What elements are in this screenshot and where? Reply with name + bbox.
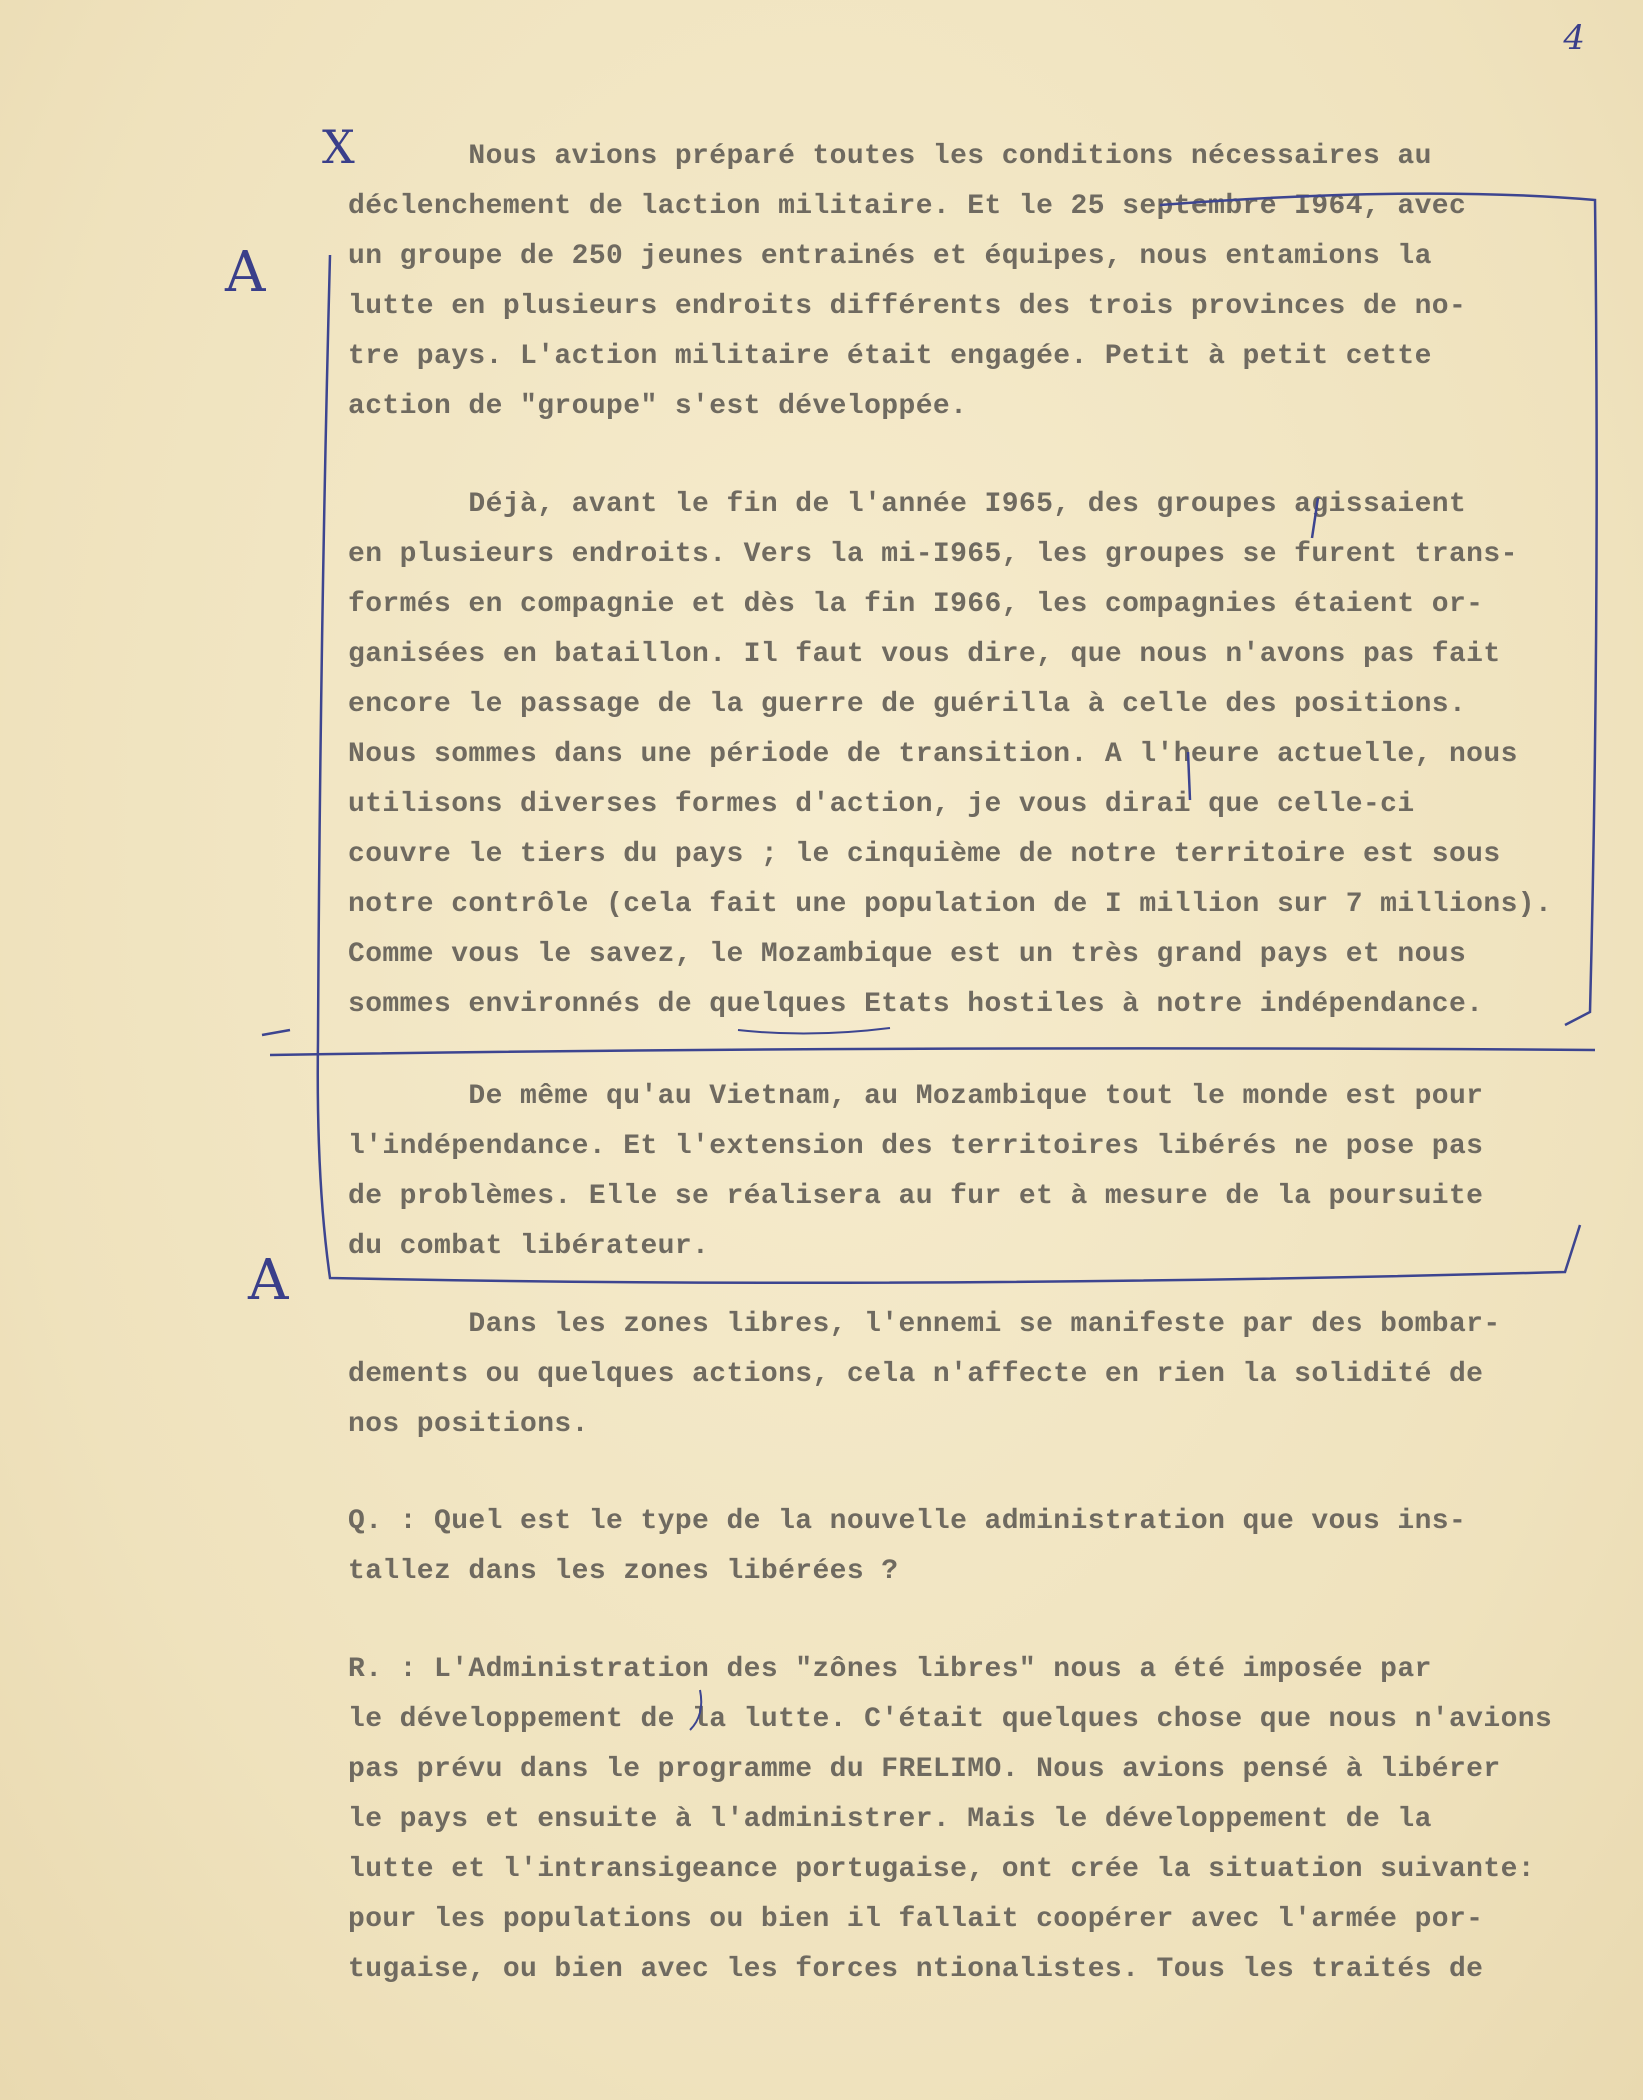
text-line: ganisées en bataillon. Il faut vous dire, que nous n'avons pas fait bbox=[348, 639, 1501, 670]
text-line: en plusieurs endroits. Vers la mi-I965, les groupes se furent trans- bbox=[348, 539, 1518, 570]
text-line: l'indépendance. Et l'extension des territoires libérés ne pose pas bbox=[348, 1131, 1484, 1162]
text-line: pour les populations ou bien il fallait coopérer avec l'armée por- bbox=[348, 1904, 1484, 1935]
text-line: utilisons diverses formes d'action, je vous dirai que celle-ci bbox=[348, 789, 1415, 820]
text-line: nos positions. bbox=[348, 1409, 589, 1440]
margin-mark-a-bottom: A bbox=[248, 1248, 289, 1313]
text-line: De même qu'au Vietnam, au Mozambique tout le monde est pour bbox=[348, 1081, 1484, 1112]
edit-mark-la bbox=[690, 1690, 701, 1730]
text-line: couvre le tiers du pays ; le cinquième de notre territoire est sous bbox=[348, 839, 1501, 870]
horizontal-divider bbox=[270, 1048, 1595, 1055]
text-line: lutte et l'intransigeance portugaise, ont crée la situation suivante: bbox=[348, 1854, 1535, 1885]
text-line: Q. : Quel est le type de la nouvelle administration que vous ins- bbox=[348, 1506, 1467, 1537]
text-line: de problèmes. Elle se réalisera au fur et à mesure de la poursuite bbox=[348, 1181, 1484, 1212]
text-line: notre contrôle (cela fait une population de I million sur 7 millions). bbox=[348, 889, 1553, 920]
margin-mark-x: X bbox=[322, 120, 355, 174]
page-number: 4 bbox=[1563, 18, 1585, 58]
text-line: formés en compagnie et dès la fin I966, les compagnies étaient or- bbox=[348, 589, 1484, 620]
text-line: tugaise, ou bien avec les forces ntionalistes. Tous les traités de bbox=[348, 1954, 1484, 1985]
text-line: dements ou quelques actions, cela n'affecte en rien la solidité de bbox=[348, 1359, 1484, 1390]
text-line: déclenchement de laction militaire. Et le 25 septembre I964, avec bbox=[348, 191, 1467, 222]
underline-quelques bbox=[738, 1028, 890, 1034]
text-line: Dans les zones libres, l'ennemi se manifeste par des bombar- bbox=[348, 1309, 1501, 1340]
text-line: Nous avions préparé toutes les conditions nécessaires au bbox=[348, 141, 1432, 172]
text-line: du combat libérateur. bbox=[348, 1231, 710, 1262]
divider-tick bbox=[262, 1030, 290, 1035]
text-line: sommes environnés de quelques Etats hostiles à notre indépendance. bbox=[348, 989, 1484, 1020]
text-line: Déjà, avant le fin de l'année I965, des groupes agissaient bbox=[348, 489, 1467, 520]
text-line: tre pays. L'action militaire était engagée. Petit à petit cette bbox=[348, 341, 1432, 372]
insertion-mark-heure bbox=[1188, 752, 1190, 800]
text-line: action de "groupe" s'est développée. bbox=[348, 391, 968, 422]
text-line: le pays et ensuite à l'administrer. Mais le développement de la bbox=[348, 1804, 1432, 1835]
text-line: Comme vous le savez, le Mozambique est un très grand pays et nous bbox=[348, 939, 1467, 970]
text-line: R. : L'Administration des "zônes libres" nous a été imposée par bbox=[348, 1654, 1432, 1685]
text-line: encore le passage de la guerre de guérilla à celle des positions. bbox=[348, 689, 1467, 720]
bracket-box-left bbox=[318, 255, 1580, 1283]
bracket-box-1 bbox=[1160, 194, 1597, 1025]
text-line: pas prévu dans le programme du FRELIMO. Nous avions pensé à libérer bbox=[348, 1754, 1501, 1785]
text-line: Nous sommes dans une période de transition. A l'heure actuelle, nous bbox=[348, 739, 1518, 770]
text-line: lutte en plusieurs endroits différents des trois provinces de no- bbox=[348, 291, 1467, 322]
text-line: un groupe de 250 jeunes entrainés et équipes, nous entamions la bbox=[348, 241, 1432, 272]
margin-mark-a-top: A bbox=[225, 240, 266, 305]
text-line: le développement de la lutte. C'était quelques chose que nous n'avions bbox=[348, 1704, 1553, 1735]
insertion-mark-groupes bbox=[1312, 498, 1318, 538]
text-line: tallez dans les zones libérées ? bbox=[348, 1556, 899, 1587]
